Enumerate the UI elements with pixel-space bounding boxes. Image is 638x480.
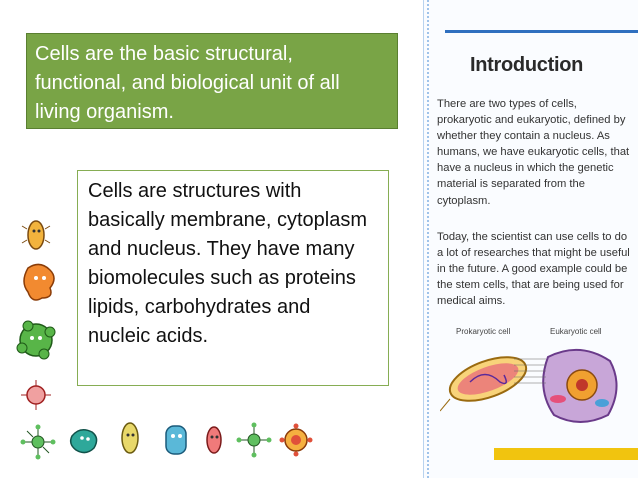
eukaryotic-label: Eukaryotic cell xyxy=(550,327,602,336)
definition-text: Cells are the basic structural, functional, and biological unit of all living organism. xyxy=(35,43,340,123)
cell-diagram-image xyxy=(440,327,624,435)
structure-box xyxy=(77,170,389,386)
virus-icon xyxy=(17,321,55,359)
microbe-icon xyxy=(166,426,186,454)
definition-box xyxy=(26,33,398,129)
virus-icon xyxy=(237,423,272,458)
poster-footer-bar xyxy=(494,448,638,460)
poster-accent-line xyxy=(445,30,638,33)
poster-title: Introduction xyxy=(470,54,584,76)
virus-icon xyxy=(21,425,56,460)
germ-icon xyxy=(24,264,54,300)
prokaryote-illustration xyxy=(440,348,532,411)
cell-diagram xyxy=(440,327,624,435)
bacteria-icon xyxy=(207,427,221,453)
prokaryotic-label: Prokaryotic cell xyxy=(456,327,511,336)
virus-icon xyxy=(21,380,51,410)
poster-paragraph-1: There are two types of cells, prokaryotic and eukaryotic, defined by whether they contain a nucleus. As humans, we have eukaryotic cells, that have a nucleus in which the genetic material is separated from the cytoplasm. xyxy=(437,98,630,207)
poster-border xyxy=(427,0,437,478)
structure-text: Cells are structures with basically membrane, cytoplasm and nucleus. They have many biomolecules such as proteins lipids, carbohydrates and nucleic acids. xyxy=(88,180,367,347)
bacteria-icon xyxy=(22,221,50,249)
eukaryote-illustration xyxy=(543,350,616,422)
virus-icon xyxy=(280,424,313,457)
germ-icon xyxy=(71,430,97,453)
bacteria-icon xyxy=(122,423,138,453)
poster-paragraph-2: Today, the scientist can use cells to do a lot of researches that might be useful in the future. A good example could be the stem cells, that are being used for medical aims. xyxy=(437,231,630,308)
